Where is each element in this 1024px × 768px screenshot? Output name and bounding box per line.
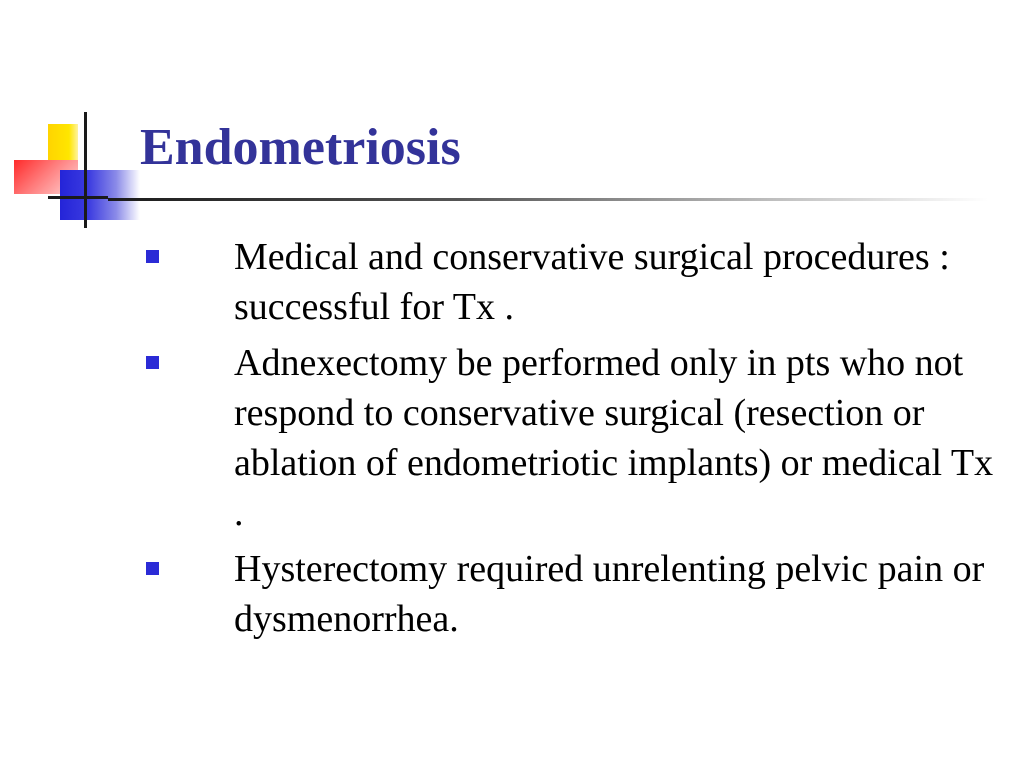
bullet-text: Adnexectomy be performed only in pts who not respond to conservative surgical (resection or ablation of endometriotic implants) or medical Tx . xyxy=(234,342,994,534)
logo-vertical-line xyxy=(84,112,87,228)
logo-yellow-square xyxy=(48,124,78,164)
bullet-item xyxy=(140,232,1000,332)
logo-blue-square xyxy=(60,170,140,220)
logo-horizontal-line xyxy=(48,196,108,199)
decorative-logo-icon xyxy=(0,0,160,240)
title-divider xyxy=(108,198,988,201)
bullet-marker-icon xyxy=(140,544,234,575)
slide-title: Endometriosis xyxy=(140,119,461,176)
bullet-marker-icon xyxy=(140,338,234,369)
bullet-item xyxy=(140,338,1000,538)
bullet-list xyxy=(140,232,1000,650)
bullet-text: Medical and conservative surgical procedures : successful for Tx . xyxy=(234,236,950,328)
bullet-marker-icon xyxy=(140,232,234,263)
bullet-text: Hysterectomy required unrelenting pelvic pain or dysmenorrhea. xyxy=(234,548,985,640)
bullet-item xyxy=(140,544,1000,644)
